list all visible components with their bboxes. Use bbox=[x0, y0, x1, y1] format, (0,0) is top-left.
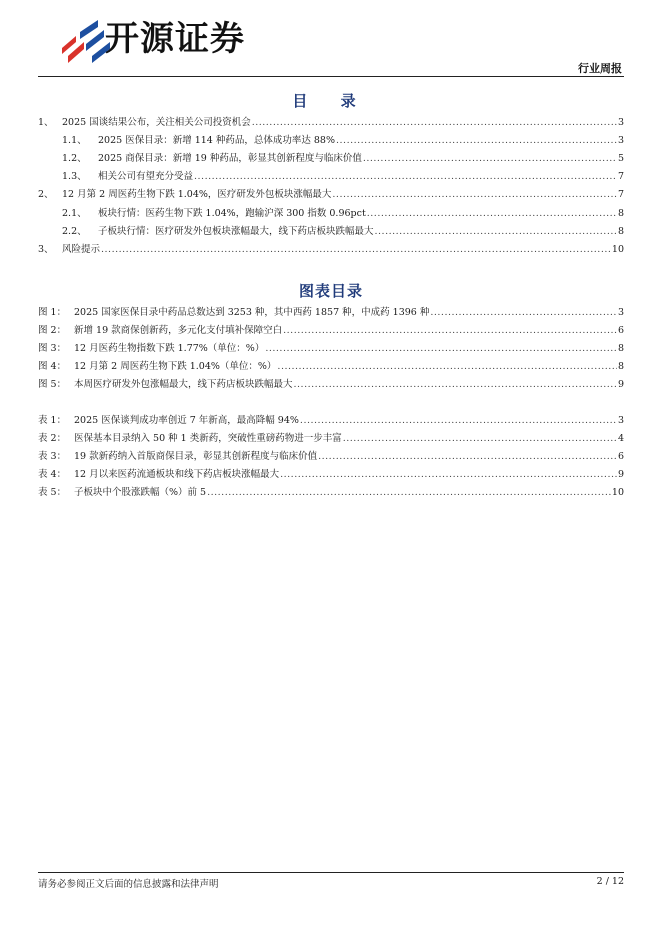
toc-entry[interactable] bbox=[38, 360, 624, 374]
dot-leader bbox=[343, 432, 617, 446]
entry-page: 9 bbox=[617, 379, 624, 391]
dot-leader bbox=[265, 342, 617, 356]
entry-title: 12 月以来医药流通板块和线下药店板块涨幅最大 bbox=[74, 469, 280, 481]
entry-number: 表 5： bbox=[38, 487, 67, 499]
toc-entry[interactable] bbox=[38, 243, 624, 257]
entry-page: 6 bbox=[617, 325, 624, 337]
toc-title: 目 录 bbox=[292, 92, 370, 110]
dot-leader bbox=[430, 306, 617, 320]
dot-leader bbox=[300, 414, 617, 428]
toc-entry[interactable] bbox=[38, 378, 624, 392]
figures-title: 图表目录 bbox=[298, 282, 363, 300]
footer-divider bbox=[38, 872, 624, 873]
toc-entry[interactable] bbox=[38, 134, 624, 148]
entry-number: 2、 bbox=[38, 189, 54, 201]
toc-entry[interactable] bbox=[38, 486, 624, 500]
entry-page: 10 bbox=[611, 487, 624, 499]
entry-page: 6 bbox=[617, 451, 624, 463]
entry-number: 图 3： bbox=[38, 343, 67, 355]
entry-page: 3 bbox=[617, 307, 624, 318]
brand-name: 开源证券 bbox=[105, 19, 245, 59]
entry-number: 1.3、 bbox=[62, 171, 87, 183]
entry-page: 8 bbox=[617, 343, 624, 355]
toc-entry[interactable] bbox=[38, 468, 624, 482]
entry-number: 1.2、 bbox=[62, 153, 87, 165]
entry-page: 3 bbox=[617, 415, 624, 426]
entry-number: 表 3： bbox=[38, 451, 67, 463]
entry-page: 8 bbox=[617, 225, 624, 237]
entry-title: 相关公司有望充分受益 bbox=[98, 171, 194, 183]
page-number: 2 / 12 bbox=[596, 876, 624, 887]
dot-leader bbox=[283, 324, 617, 338]
dot-leader bbox=[194, 170, 617, 184]
entry-title: 子板块中个股涨跌幅（%）前 5 bbox=[74, 487, 207, 499]
dot-leader bbox=[280, 468, 617, 482]
entry-title: 12 月第 2 周医药生物下跌 1.04%（单位：%） bbox=[74, 361, 277, 373]
toc-entry[interactable] bbox=[38, 342, 624, 356]
page-header bbox=[38, 14, 624, 76]
toc-entry[interactable] bbox=[38, 170, 624, 184]
entry-title: 12 月医药生物指数下跌 1.77%（单位：%） bbox=[74, 343, 265, 355]
entry-page: 9 bbox=[617, 469, 624, 481]
header-divider bbox=[38, 76, 624, 77]
dot-leader bbox=[332, 188, 617, 202]
entry-page: 3 bbox=[617, 117, 624, 128]
toc-entry[interactable] bbox=[38, 207, 624, 221]
toc-entry[interactable] bbox=[38, 188, 624, 202]
toc-entry[interactable] bbox=[38, 152, 624, 166]
entry-number: 1.1、 bbox=[62, 135, 87, 147]
entry-page: 7 bbox=[617, 171, 624, 183]
entry-number: 图 5： bbox=[38, 379, 67, 391]
entry-page: 10 bbox=[611, 243, 624, 255]
entry-page: 5 bbox=[617, 153, 624, 165]
dot-leader bbox=[294, 378, 617, 392]
dot-leader bbox=[277, 360, 617, 374]
dot-leader bbox=[252, 116, 617, 130]
entry-title: 2025 医保谈判成功率创近 7 年新高，最高降幅 94% bbox=[74, 415, 299, 426]
entry-number: 表 2： bbox=[38, 433, 67, 445]
dot-leader bbox=[375, 225, 617, 239]
dot-leader bbox=[336, 134, 617, 148]
toc-entry[interactable] bbox=[38, 116, 624, 130]
report-type-label: 行业周报 bbox=[578, 62, 622, 75]
toc-entry[interactable] bbox=[38, 324, 624, 338]
entry-title: 2025 国谈结果公布，关注相关公司投资机会 bbox=[62, 117, 251, 128]
entry-title: 2025 医保目录：新增 114 种药品，总体成功率达 88% bbox=[98, 135, 336, 147]
toc-entry[interactable] bbox=[38, 450, 624, 464]
entry-title: 子板块行情：医疗研发外包板块涨幅最大，线下药店板块跌幅最大 bbox=[98, 225, 374, 237]
entry-number: 图 2： bbox=[38, 325, 67, 337]
entry-page: 7 bbox=[617, 189, 624, 201]
entry-number: 图 4： bbox=[38, 361, 67, 373]
entry-title: 19 款新药纳入首版商保目录，彰显其创新程度与临床价值 bbox=[74, 451, 318, 463]
toc-entry[interactable] bbox=[38, 432, 624, 446]
entry-number: 表 4： bbox=[38, 469, 67, 481]
entry-page: 8 bbox=[617, 207, 624, 219]
entry-title: 12 月第 2 周医药生物下跌 1.04%，医疗研发外包板块涨幅最大 bbox=[62, 189, 332, 201]
footer-disclaimer: 请务必参阅正文后面的信息披露和法律声明 bbox=[38, 879, 219, 890]
dot-leader bbox=[363, 152, 617, 166]
entry-page: 3 bbox=[617, 135, 624, 147]
toc-entry[interactable] bbox=[38, 414, 624, 428]
dot-leader bbox=[367, 207, 617, 221]
entry-title: 风险提示 bbox=[62, 243, 101, 255]
dot-leader bbox=[101, 243, 611, 257]
toc-entry[interactable] bbox=[38, 306, 624, 320]
entry-title: 医保基本目录纳入 50 种 1 类新药，突破性重磅药物进一步丰富 bbox=[74, 433, 342, 445]
entry-number: 2.2、 bbox=[62, 225, 87, 237]
entry-title: 2025 国家医保目录中药品总数达到 3253 种，其中西药 1857 种，中成药 1396 种 bbox=[74, 307, 430, 318]
entry-number: 图 1： bbox=[38, 307, 67, 318]
entry-number: 表 1： bbox=[38, 415, 67, 426]
entry-number: 1、 bbox=[38, 117, 54, 128]
toc-entry[interactable] bbox=[38, 225, 624, 239]
entry-title: 新增 19 款商保创新药，多元化支付填补保障空白 bbox=[74, 325, 283, 337]
entry-page: 4 bbox=[617, 433, 624, 445]
entry-number: 2.1、 bbox=[62, 207, 87, 219]
entry-title: 本周医疗研发外包涨幅最大，线下药店板块跌幅最大 bbox=[74, 379, 293, 391]
entry-page: 8 bbox=[617, 361, 624, 373]
entry-number: 3、 bbox=[38, 243, 54, 255]
entry-title: 板块行情：医药生物下跌 1.04%，跑输沪深 300 指数 0.96pct bbox=[98, 207, 366, 219]
dot-leader bbox=[318, 450, 617, 464]
entry-title: 2025 商保目录：新增 19 种药品，彰显其创新程度与临床价值 bbox=[98, 153, 362, 165]
dot-leader bbox=[207, 486, 611, 500]
